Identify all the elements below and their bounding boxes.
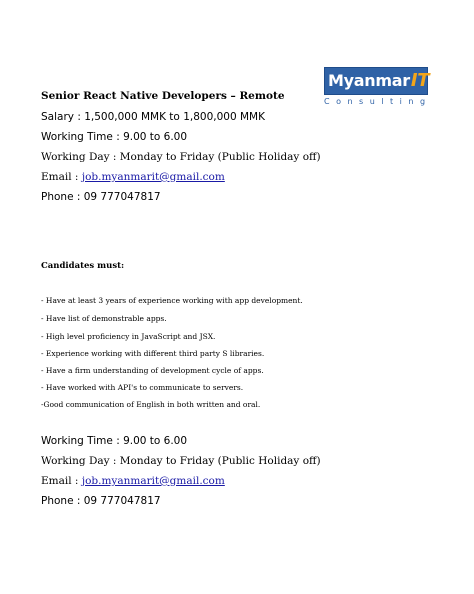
requirements-heading: Candidates must: — [41, 261, 125, 271]
requirement-item: - Have at least 3 years of experience working with app development. — [41, 296, 303, 305]
requirement-item: -Good communication of English in both written and oral. — [41, 400, 261, 409]
requirement-item: - Have list of demonstrable apps. — [41, 314, 167, 323]
logo-subtitle: Consulting — [324, 97, 432, 106]
requirement-item: - Experience working with different third party S libraries. — [41, 349, 265, 358]
logo-brand-accent: IT — [410, 70, 430, 91]
footer-email-link[interactable]: job.myanmarit@gmail.com — [81, 475, 225, 487]
footer-phone-line: Phone : 09 777047817 — [41, 495, 161, 507]
footer-working-day-line: Working Day : Monday to Friday (Public Holiday off) — [41, 455, 321, 467]
requirement-item: - Have worked with API's to communicate to servers. — [41, 383, 244, 392]
footer-working-time-line: Working Time : 9.00 to 6.00 — [41, 435, 188, 447]
company-logo — [324, 67, 432, 111]
requirement-item: - Have a firm understanding of development cycle of apps. — [41, 366, 264, 375]
working-day-line: Working Day : Monday to Friday (Public Holiday off) — [41, 151, 321, 163]
phone-line: Phone : 09 777047817 — [41, 191, 161, 203]
logo-brand — [328, 70, 429, 92]
footer-email-line — [41, 476, 225, 487]
job-title: Senior React Native Developers – Remote — [41, 90, 285, 102]
salary-line: Salary : 1,500,000 MMK to 1,800,000 MMK — [41, 111, 265, 123]
email-line — [41, 172, 225, 183]
logo-banner — [324, 67, 428, 95]
logo-brand-main: Myanmar — [328, 71, 410, 90]
working-time-line: Working Time : 9.00 to 6.00 — [41, 131, 188, 143]
requirement-item: - High level proficiency in JavaScript and JSX. — [41, 332, 216, 341]
email-label: Email : — [41, 171, 82, 183]
footer-email-label: Email : — [41, 475, 82, 487]
email-link[interactable]: job.myanmarit@gmail.com — [81, 171, 225, 183]
